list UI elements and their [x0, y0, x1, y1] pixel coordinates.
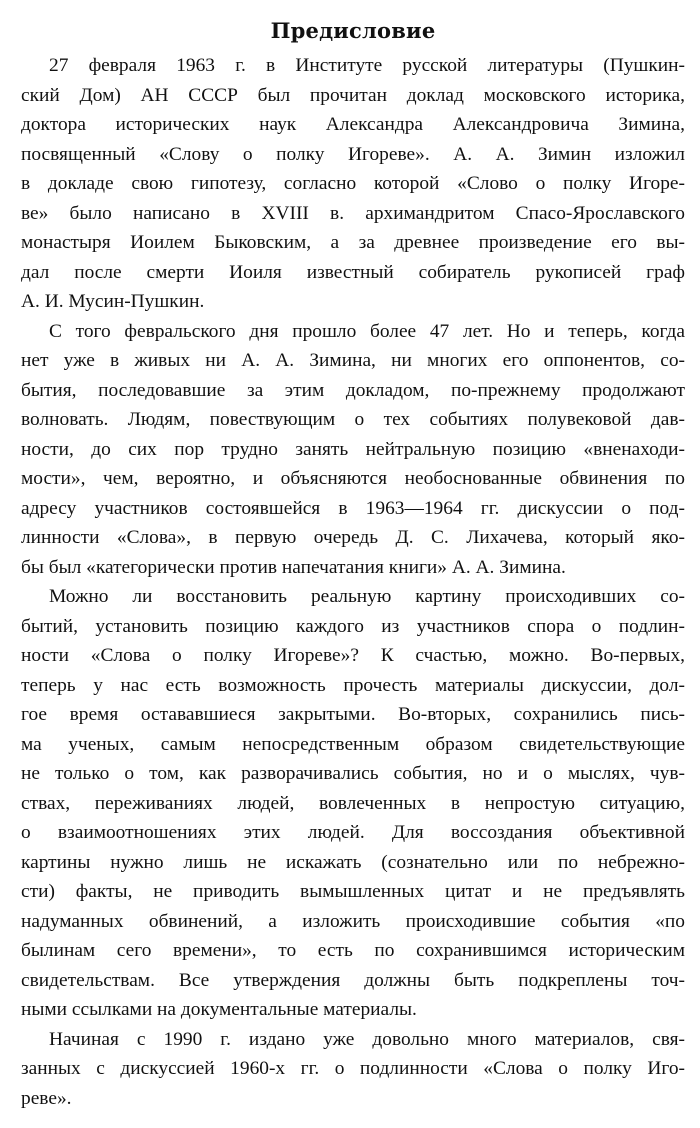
text-line: Можно ли восстановить реальную картину происходивших со- — [49, 586, 685, 607]
text-line: в докладе свою гипотезу, согласно которой «Слово о полку Игоре- — [21, 173, 685, 194]
text-line: надуманных обвинений, а изложить происходившие события «по — [21, 910, 685, 932]
text-line: реве». — [21, 1087, 72, 1109]
text-line: занных с дискуссией 1960-х гг. о подлинности «Слова о полку Иго- — [21, 1058, 685, 1079]
text-line: волновать. Людям, повествующим о тех событиях полувековой дав- — [21, 409, 685, 430]
text-line: ма ученых, самым непосредственным образом свидетельствующие — [21, 733, 685, 755]
text-line: ствах, переживаниях людей, вовлеченных в непростую ситуацию, — [21, 792, 685, 814]
text-line: сти) факты, не приводить вымышленных цитат и не предъявлять — [21, 881, 685, 902]
body-text — [21, 51, 685, 1113]
text-line: нет уже в живых ни А. А. Зимина, ни многих его оппонентов, со- — [21, 350, 685, 371]
text-line: о взаимоотношениях этих людей. Для воссоздания объективной — [21, 822, 685, 843]
text-line: бытия, последовавшие за этим докладом, по-прежнему продолжают — [21, 379, 685, 401]
text-line: С того февральского дня прошло более 47 лет. Но и теперь, когда — [49, 320, 685, 342]
chapter-heading: Предисловие — [270, 18, 436, 43]
text-line: бы был «категорически против напечатания книги» А. А. Зимина. — [21, 556, 566, 578]
text-line: монастыря Иоилем Быковским, а за древнее произведение его вы- — [21, 232, 685, 253]
text-line: былинам сего времени», то есть по сохранившимся историческим — [21, 940, 685, 961]
text-line: теперь у нас есть возможность прочесть материалы дискуссии, дол- — [21, 674, 685, 696]
text-line: линности «Слова», в первую очередь Д. С. Лихачева, который яко- — [21, 527, 685, 548]
text-line: дал после смерти Иоиля известный собиратель рукописей граф — [21, 261, 685, 283]
text-line: бытий, установить позицию каждого из участников спора о подлин- — [21, 615, 685, 637]
text-line: ными ссылками на документальные материалы. — [21, 999, 417, 1020]
text-line: гое время остававшиеся закрытыми. Во-вторых, сохранились пись- — [21, 704, 685, 725]
text-line: мости», чем, вероятно, и объясняются необоснованные обвинения по — [21, 468, 685, 489]
text-line: адресу участников состоявшейся в 1963—1964 гг. дискуссии о под- — [21, 497, 685, 519]
text-line: картины нужно лишь не искажать (сознательно или по небрежно- — [21, 851, 685, 873]
text-line: ности, до сих пор трудно занять нейтральную позицию «вненаходи- — [21, 438, 685, 460]
text-line: А. И. Мусин-Пушкин. — [21, 291, 205, 312]
text-line: свидетельствам. Все утверждения должны быть подкреплены точ- — [21, 969, 685, 991]
text-line: не только о том, как разворачивались события, но и о мыслях, чув- — [21, 763, 685, 784]
text-line: посвященный «Слову о полку Игореве». А. А. Зимин изложил — [21, 143, 685, 165]
text-line: ский Дом) АН СССР был прочитан доклад московского историка, — [21, 84, 685, 106]
text-line: ве» было написано в XVIII в. архимандритом Спасо-Ярославского — [21, 202, 685, 224]
text-line: доктора исторических наук Александра Александровича Зимина, — [21, 114, 685, 135]
text-line: ности «Слова о полку Игореве»? К счастью, можно. Во-первых, — [21, 645, 685, 666]
text-line: 27 февраля 1963 г. в Институте русской литературы (Пушкин- — [49, 55, 685, 76]
text-line: Начиная с 1990 г. издано уже довольно много материалов, свя- — [49, 1028, 685, 1050]
book-page — [21, 14, 685, 1113]
